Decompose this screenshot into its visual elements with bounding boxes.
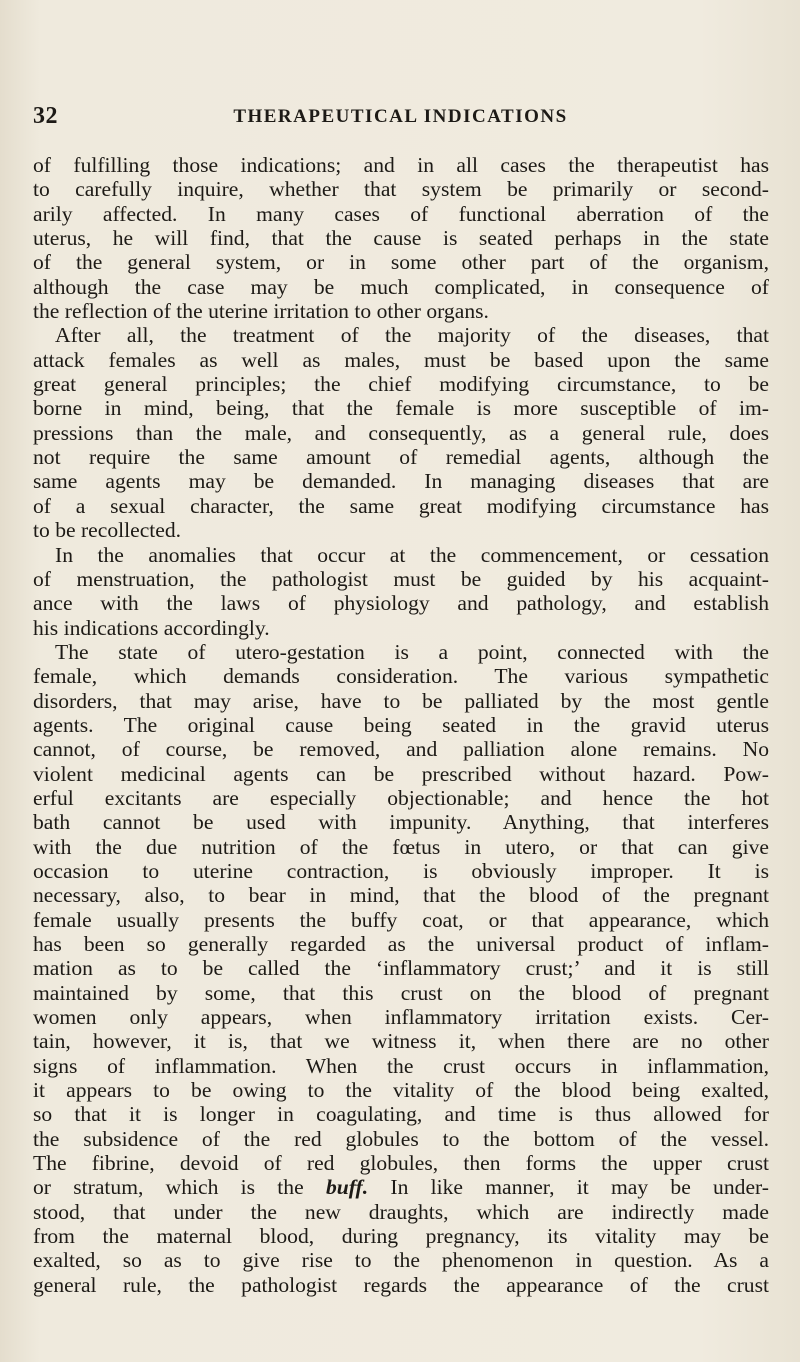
text-line: arily affected. In many cases of functional aberration of the — [33, 201, 769, 226]
text-line: the subsidence of the red globules to the bottom of the vessel. — [33, 1126, 769, 1151]
text-line — [33, 1175, 769, 1199]
text-line: agents. The original cause being seated in the gravid uterus — [33, 712, 769, 737]
text-line: so that it is longer in coagulating, and time is thus allowed for — [33, 1102, 769, 1127]
text-line: pressions than the male, and consequently, as a general rule, does — [33, 420, 769, 445]
text-line: tain, however, it is, that we witness it, when there are no other — [33, 1029, 769, 1054]
text-line: mation as to be called the ‘inflammatory crust;’ and it is still — [33, 956, 769, 981]
text-line: attack females as well as males, must be based upon the same — [33, 347, 769, 372]
text-line: The fibrine, devoid of red globules, then forms the upper crust — [33, 1151, 769, 1176]
text-line: of fulfilling those indications; and in all cases the therapeutist has — [33, 153, 769, 177]
text-line: general rule, the pathologist regards the appearance of the crust — [33, 1272, 769, 1297]
italic-term: buff. — [325, 1175, 369, 1200]
text-line: women only appears, when inflammatory irritation exists. Cer- — [33, 1005, 769, 1030]
body-text — [33, 153, 769, 1297]
text-line: necessary, also, to bear in mind, that the blood of the pregnant — [33, 883, 769, 908]
running-head — [33, 103, 768, 133]
text-line: to carefully inquire, whether that system be primarily or second- — [33, 177, 769, 202]
text-line: same agents may be demanded. In managing diseases that are — [33, 469, 769, 494]
text-line: signs of inflammation. When the crust occurs in inflammation, — [33, 1053, 769, 1078]
text-line: occasion to uterine contraction, is obviously improper. It is — [33, 858, 769, 883]
text-line: disorders, that may arise, have to be palliated by the most gentle — [33, 688, 769, 713]
text-line: uterus, he will find, that the cause is seated perhaps in the state — [33, 226, 769, 251]
text-line: from the maternal blood, during pregnancy, its vitality may be — [33, 1224, 769, 1249]
text-line: female, which demands consideration. The various sympathetic — [33, 664, 769, 689]
text-line: cannot, of course, be removed, and palliation alone remains. No — [33, 737, 769, 762]
text-line: has been so generally regarded as the universal product of inflam- — [33, 932, 769, 956]
text-line: stood, that under the new draughts, which are indirectly made — [33, 1199, 769, 1224]
text-line: In the anomalies that occur at the commencement, or cessation — [55, 542, 769, 567]
text-line: bath cannot be used with impunity. Anything, that interferes — [33, 810, 769, 835]
text-line: of a sexual character, the same great modifying circumstance has — [33, 493, 769, 518]
text-line: not require the same amount of remedial agents, although the — [33, 445, 769, 470]
text-line: to be recollected. — [33, 518, 182, 543]
text-line: violent medicinal agents can be prescribed without hazard. Pow- — [33, 761, 769, 786]
text-line: with the due nutrition of the fœtus in utero, or that can give — [33, 834, 769, 859]
text-line: maintained by some, that this crust on the blood of pregnant — [33, 980, 769, 1005]
text-line: ance with the laws of physiology and pathology, and establish — [33, 591, 769, 616]
text-line: of the general system, or in some other part of the organism, — [33, 250, 769, 275]
text-line: borne in mind, being, that the female is more susceptible of im- — [33, 396, 769, 421]
running-title: THERAPEUTICAL INDICATIONS — [233, 106, 568, 127]
text-line: his indications accordingly. — [33, 615, 270, 640]
text-line: the reflection of the uterine irritation to other organs. — [33, 299, 489, 324]
text-line: female usually presents the buffy coat, or that appearance, which — [33, 907, 769, 932]
text-line: of menstruation, the pathologist must be guided by his acquaint- — [33, 566, 769, 591]
text-line: erful excitants are especially objectionable; and hence the hot — [33, 785, 769, 810]
page-number: 32 — [33, 103, 58, 129]
text-segment: or stratum, which is the — [33, 1175, 326, 1200]
text-line: After all, the treatment of the majority of the diseases, that — [55, 323, 769, 348]
text-line: it appears to be owing to the vitality of the blood being exalted, — [33, 1078, 769, 1103]
text-segment: In like manner, it may be under- — [368, 1175, 769, 1200]
text-line: great general principles; the chief modifying circumstance, to be — [33, 372, 769, 397]
text-line: The state of utero-gestation is a point, connected with the — [55, 639, 769, 664]
text-line: although the case may be much complicated, in consequence of — [33, 274, 769, 299]
text-line: exalted, so as to give rise to the phenomenon in question. As a — [33, 1248, 769, 1273]
